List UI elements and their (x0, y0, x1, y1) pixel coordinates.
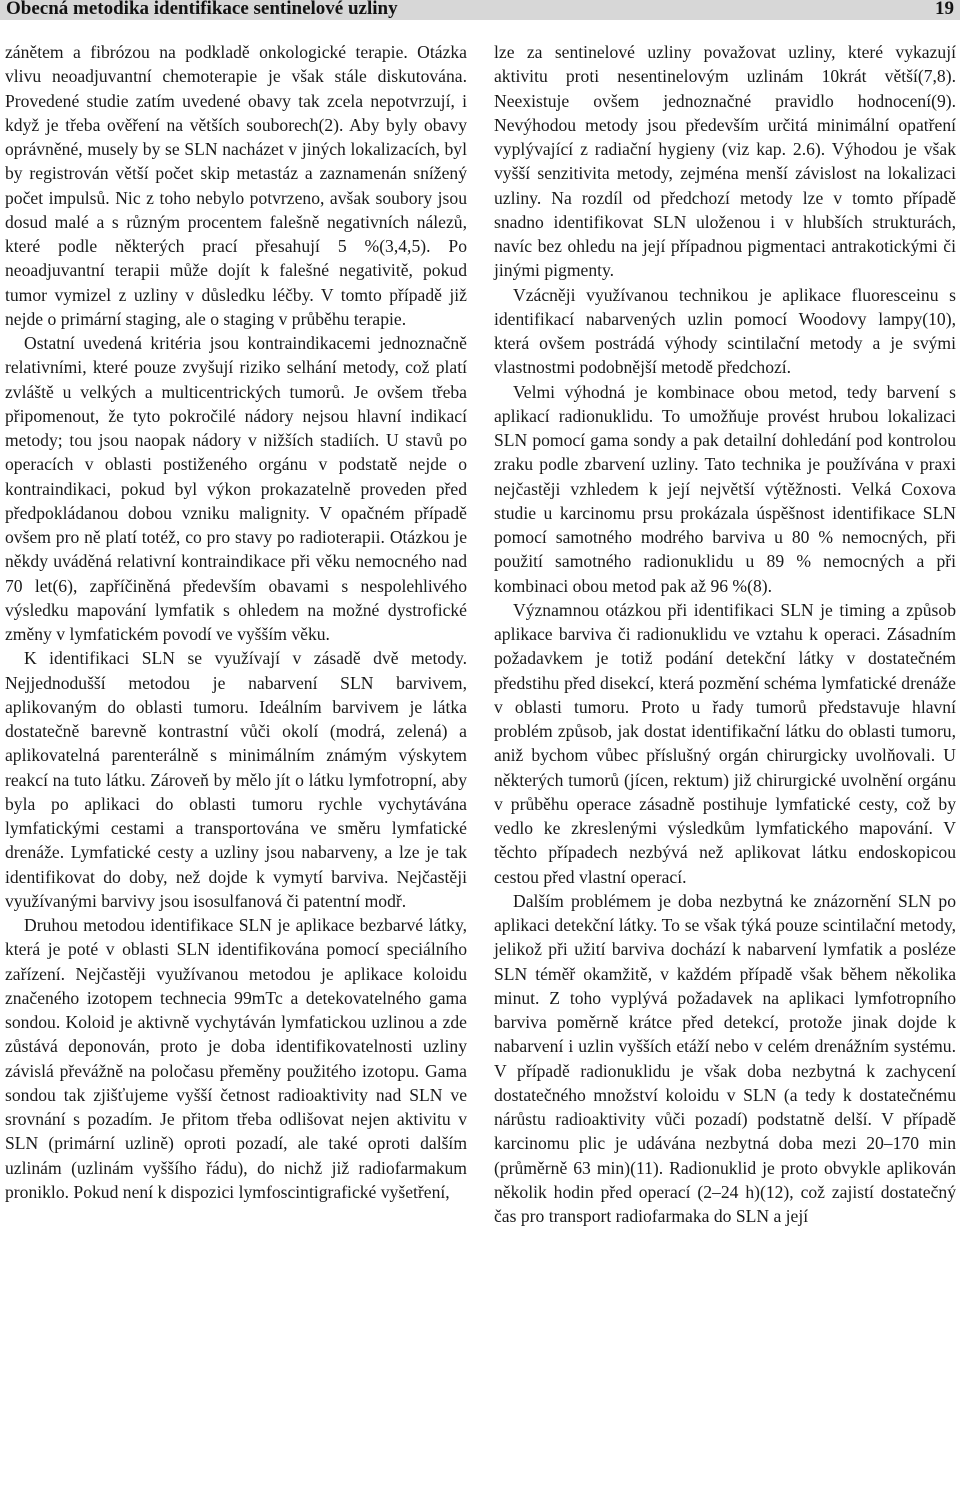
left-column (5, 40, 467, 1204)
paragraph: Významnou otázkou při identifikaci SLN je timing a způsob aplikace barviva či radionuklidu ve vztahu k operaci. Zásadním požadavkem je totiž podání detekční látky v dostatečném předstihu před disekcí, která pozmění schéma lymfatické drenáže v oblasti tumoru. Proto u řady tumorů představuje hlavní problém způsob, jak dostat identifikační látku do oblasti tumoru, aniž bychom vůbec příslušný orgán chirurgicky uvolňovali. U některých tumorů (jícen, rektum) již chirurgické uvolnění orgánu v průběhu operace zásadně postihuje lymfatické cesty, což by vedlo ke zkreslenými výsledkům lymfatického mapování. V těchto případech nezbývá než aplikovat látku endoskopicou cestou před vlastní operací. (494, 599, 956, 887)
running-header (0, 0, 960, 20)
paragraph: K identifikaci SLN se využívají v zásadě dvě metody. Nejjednodušší metodou je nabarvení SLN barvivem, aplikovaným do oblasti tumoru. Ideálním barvivem je látka dostatečně barevně kontrastní vůči okolí (modrá, zelená) a aplikovatelná parenterálně s minimálním známým výskytem reakcí na tuto látku. Zároveň by mělo jít o látku lymfotropní, aby byla po aplikaci do oblasti tumoru rychle vychytávána lymfatickými cestami a transportována ve směru lymfatické drenáže. Lymfatické cesty a uzliny jsou nabarveny, a lze je tak identifikovat do doby, než dojde k vymytí barviva. Nejčastěji využívanými barvivy jsou isosulfanová či patentní modř. (5, 648, 467, 911)
paragraph: Druhou metodou identifikace SLN je aplikace bezbarvé látky, která je poté v oblasti SLN identifikována pomocí speciálního zařízení. Nejčastěji využívanou metodou je aplikace koloidu značeného izotopem technecia 99mTc a detekovatelného gama sondou. Koloid je aktivně vychytáván lymfatickou uzlinou a zde zůstává deponován, proto je doba identifikovatelnosti uzliny závislá převážně na poločasu přeměny použitého izotopu. Gama sondou tak zjišťujeme vyšší četnost radioaktivity nad SLN ve srovnání s pozadím. Je přitom třeba odlišovat nejen aktivitu v SLN (primární uzlině) oproti pozadí, ale také oproti dalším uzlinám (uzlinám vyššího řádu), do nichž již radiofarmakum proniklo. Pokud není k dispozici lymfoscintigrafické vyšetření, (5, 915, 467, 1202)
paragraph: zánětem a fibrózou na podkladě onkologické terapie. Otázka vlivu neoadjuvantní chemoterapie je však stále diskutována. Provedené studie zatím uvedené obavy tak zcela nepotvrzují, i když je třeba ověření na větších souborech(2). Aby byly obavy oprávněné, musely by se SLN nacházet v jiných lokalizacích, byl by registrován větší počet skip metastáz a zaznamenán snížený počet impulsů. Nic z toho nebylo potvrzeno, avšak soubory jsou dosud malé a s různým procentem falešně negativních nálezů, které podle některých prací přesahují 5 %(3,4,5). Po neoadjuvantní terapii může dojít k falešné negativitě, pokud tumor vymizel z uzliny v důsledku léčby. V tomto případě již nejde o primární staging, ale o staging v průběhu terapie. (5, 42, 467, 329)
paragraph: lze za sentinelové uzliny považovat uzliny, které vykazují aktivitu proti nesentinelovým uzlinám 10krát větší(7,8). Neexistuje ovšem jednoznačné pravidlo hodnocení(9). Nevýhodou metody jsou především určitá minimální opatření vyplývající z radiační hygieny (viz kap. 2.6). Výhodou je však vyšší senzitivita metody, zejména menší závislost na lokalizaci uzliny. Na rozdíl od předchozí metody lze v tomto případě snadno identifikovat SLN uloženou i v hlubších strukturách, navíc bez ohledu na její případnou pigmentaci antrakotickými či jinými pigmenty. (494, 42, 956, 281)
paragraph: Dalším problémem je doba nezbytná ke znázornění SLN po aplikaci detekční látky. To se však týká pouze scintilační metody, jelikož při užití barviva dochází k nabarvení lymfatik a posléze SLN téměř okamžitě, v každém případě však během několika minut. Z toho vyplývá požadavek na aplikaci lymfotropního barviva poměrně krátce před detekcí, protože jinak dojde k nabarvení i uzlin vyšších etáží nebo v celém drenážním systému. V případě radionuklidu je však doba nezbytná k zachycení dostatečného množství koloidu v SLN (a tedy k dostatečnému nárůstu radioaktivity vůči pozadí) podstatně delší. V případě karcinomu plic je udávána nezbytná doba mezi 20–170 min (průměrně 63 min)(11). Radionuklid je proto obvykle aplikován několik hodin před operací (2–24 h)(12), což zajistí dostatečný čas pro transport radiofarmaka do SLN a její (494, 890, 956, 1226)
page-number: 19 (935, 0, 954, 19)
right-column (494, 40, 956, 1228)
paragraph: Velmi výhodná je kombinace obou metod, tedy barvení s aplikací radionuklidu. To umožňuje provést hrubou lokalizaci SLN pomocí gama sondy a pak detailní dohledání pod kontrolou zraku podle zbarvení uzliny. Tato technika je používána v praxi nejčastěji vzhledem k její největší výtěžnosti. Velká Coxova studie u karcinomu prsu prokázala úspěšnost identifikace SLN pomocí samotného modrého barviva u 80 % nemocných, při použití samotného radionuklidu u 89 % nemocných a při kombinaci obou metod pak až 96 %(8). (494, 381, 956, 596)
running-title: Obecná metodika identifikace sentinelové uzliny (6, 0, 398, 19)
paragraph: Ostatní uvedená kritéria jsou kontraindikacemi jednoznačně relativními, které pouze zvyšují riziko selhání metody, což platí zvláště u velkých a multicentrických tumorů. Je ovšem třeba připomenout, že tyto pokročilé nádory nejsou hlavní indikací metody; tou jsou naopak nádory v nižších stadiích. U stavů po operacích v oblasti postiženého orgánu v podstatě nejde o kontraindikaci, pokud byl výkon prokazatelně proveden před předpokládanou dobou vzniku malignity. V opačném případě ovšem pro ně platí totéž, co pro stavy po radioterapii. Otázkou je někdy uváděná relativní kontraindikace při věku nemocného nad 70 let(6), zapříčiněná především obavami s nespolehlivého výsledku mapování lymfatik s ohledem na možné dystrofické změny v lymfatickém povodí ve vyšším věku. (5, 333, 467, 644)
paragraph: Vzácněji využívanou technikou je aplikace fluoresceinu s identifikací nabarvených uzlin pomocí Woodovy lampy(10), která ovšem postrádá výhody scintilační metody a je svými vlastnostmi podobnější metodě předchozí. (494, 284, 956, 378)
